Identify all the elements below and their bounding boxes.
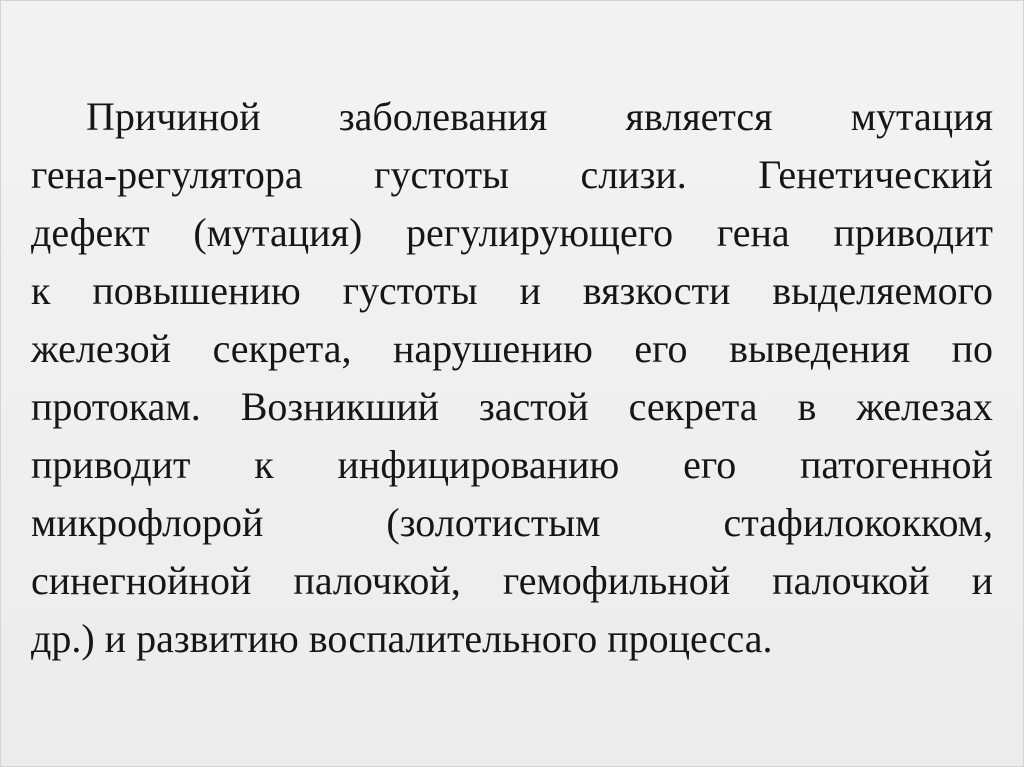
text-word: др.) xyxy=(31,616,95,661)
text-word: нарушению xyxy=(392,326,593,371)
text-word: Причиной xyxy=(86,94,261,139)
text-word: Генетический xyxy=(758,152,993,197)
text-word: гена-регулятора xyxy=(31,152,303,197)
text-word: секрета xyxy=(628,384,758,429)
text-word: приводит xyxy=(833,210,993,255)
text-word: мутация xyxy=(850,94,993,139)
text-line xyxy=(31,436,993,494)
text-word: по xyxy=(951,326,993,371)
text-word: застой xyxy=(478,384,589,429)
text-word: гемофильной xyxy=(502,558,731,603)
text-word: микрофлорой xyxy=(31,500,264,545)
text-word: (мутация) xyxy=(193,210,363,255)
text-line xyxy=(31,552,993,610)
text-word: протокам. xyxy=(31,384,201,429)
text-word: синегнойной xyxy=(31,558,252,603)
text-word: выведения xyxy=(729,326,911,371)
text-word: (золотистым xyxy=(386,500,601,545)
text-word: приводит xyxy=(31,442,191,487)
text-word: и xyxy=(104,616,127,661)
text-word: заболевания xyxy=(338,94,548,139)
text-line xyxy=(31,494,993,552)
text-word: стафилококком, xyxy=(723,500,993,545)
text-word: палочкой, xyxy=(293,558,461,603)
text-word: густоты xyxy=(374,152,509,197)
text-word: его xyxy=(634,326,688,371)
text-word: дефект xyxy=(31,210,150,255)
text-word: железой xyxy=(31,326,172,371)
text-word: процесса. xyxy=(607,616,773,661)
text-word: секрета, xyxy=(212,326,352,371)
text-word: является xyxy=(625,94,773,139)
text-word: вязкости xyxy=(582,268,731,313)
text-word: развитию xyxy=(136,616,299,661)
text-word: к xyxy=(254,442,274,487)
text-word: и xyxy=(971,558,993,603)
text-word: выделяемого xyxy=(772,268,993,313)
text-line xyxy=(31,262,993,320)
text-word: патогенной xyxy=(800,442,993,487)
text-word: повышению xyxy=(92,268,301,313)
text-line xyxy=(31,204,993,262)
text-line xyxy=(31,378,993,436)
text-word: воспалительного xyxy=(308,616,598,661)
text-line xyxy=(31,146,993,204)
text-word: гена xyxy=(716,210,790,255)
text-word: и xyxy=(519,268,541,313)
paragraph-text xyxy=(31,88,993,668)
text-word: палочкой xyxy=(772,558,930,603)
text-word: к xyxy=(31,268,51,313)
text-word: в xyxy=(797,384,817,429)
text-line xyxy=(31,610,993,668)
text-word: Возникший xyxy=(240,384,440,429)
text-word: густоты xyxy=(342,268,478,313)
text-word: его xyxy=(683,442,737,487)
text-word: инфицированию xyxy=(337,442,620,487)
text-line xyxy=(31,88,993,146)
text-line xyxy=(31,320,993,378)
text-word: слизи. xyxy=(580,152,687,197)
text-word: регулирующего xyxy=(406,210,674,255)
text-word: железах xyxy=(856,384,993,429)
